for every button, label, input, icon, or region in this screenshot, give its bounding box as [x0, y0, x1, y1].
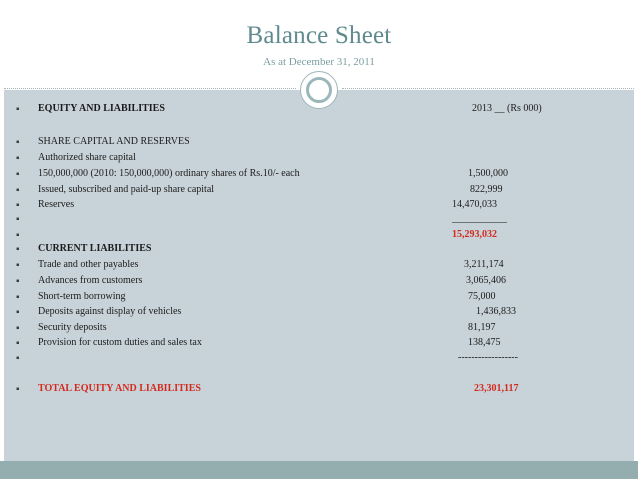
row-value: ___________ — [452, 213, 507, 224]
row-reserves — [16, 199, 616, 213]
bullet-icon: ▪ — [16, 153, 20, 164]
row-underline-2 — [16, 352, 616, 366]
row-label: 150,000,000 (2010: 150,000,000) ordinary shares of Rs.10/- each — [38, 168, 300, 179]
bullet-icon: ▪ — [16, 338, 20, 349]
row-label: Provision for custom duties and sales tax — [38, 337, 202, 348]
row-value: 15,293,032 — [452, 229, 497, 240]
bullet-icon: ▪ — [16, 276, 20, 287]
row-deposits-vehicles — [16, 306, 616, 320]
bullet-icon: ▪ — [16, 200, 20, 211]
row-label: Deposits against display of vehicles — [38, 306, 182, 317]
row-value: 822,999 — [470, 184, 503, 195]
bullet-icon: ▪ — [16, 169, 20, 180]
row-value: ------------------ — [458, 352, 518, 363]
row-total-equity-liabilities — [16, 383, 616, 397]
row-label: TOTAL EQUITY AND LIABILITIES — [38, 383, 201, 394]
slide-header — [0, 0, 638, 82]
bullet-icon: ▪ — [16, 323, 20, 334]
circle-ornament-inner-icon — [306, 77, 332, 103]
bullet-icon: ▪ — [16, 104, 20, 115]
row-share-capital-heading — [16, 136, 616, 150]
row-issued-capital — [16, 184, 616, 198]
row-authorized-capital — [16, 152, 616, 166]
row-provision-duties — [16, 337, 616, 351]
row-equity-total — [16, 229, 616, 243]
row-value: 138,475 — [468, 337, 501, 348]
row-label: Issued, subscribed and paid-up share capital — [38, 184, 215, 195]
slide-subtitle: As at December 31, 2011 — [263, 56, 375, 68]
row-current-liabilities-heading — [16, 243, 616, 257]
row-value: 75,000 — [468, 291, 496, 302]
row-trade-payables — [16, 259, 616, 273]
slide-title: Balance Sheet — [246, 22, 392, 49]
row-label: Authorized share capital — [38, 152, 136, 163]
bullet-icon: ▪ — [16, 185, 20, 196]
bullet-icon: ▪ — [16, 230, 20, 241]
row-value: 14,470,033 — [452, 199, 497, 210]
bullet-icon: ▪ — [16, 214, 20, 225]
bullet-icon: ▪ — [16, 137, 20, 148]
bullet-icon: ▪ — [16, 244, 20, 255]
row-label: Security deposits — [38, 322, 107, 333]
slide-footer-bar — [0, 461, 638, 479]
row-value: 3,065,406 — [466, 275, 506, 286]
row-underline-1 — [16, 213, 616, 227]
row-equity-liabilities-heading — [16, 103, 616, 117]
row-label: Reserves — [38, 199, 75, 210]
row-value: 1,436,833 — [476, 306, 516, 317]
row-label: Advances from customers — [38, 275, 143, 286]
header-divider-right — [342, 88, 634, 89]
bullet-icon: ▪ — [16, 353, 20, 364]
row-security-deposits — [16, 322, 616, 336]
row-label: EQUITY AND LIABILITIES — [38, 103, 165, 114]
row-value: 2013 __ (Rs 000) — [472, 103, 542, 114]
row-label: CURRENT LIABILITIES — [38, 243, 152, 254]
bullet-icon: ▪ — [16, 384, 20, 395]
row-ordinary-shares — [16, 168, 616, 182]
bullet-icon: ▪ — [16, 260, 20, 271]
row-label: Short-term borrowing — [38, 291, 126, 302]
row-label: Trade and other payables — [38, 259, 139, 270]
row-value: 81,197 — [468, 322, 496, 333]
row-short-term-borrowing — [16, 291, 616, 305]
row-value: 3,211,174 — [464, 259, 504, 270]
row-value: 1,500,000 — [468, 168, 508, 179]
bullet-icon: ▪ — [16, 292, 20, 303]
row-value: 23,301,117 — [474, 383, 519, 394]
row-advances-customers — [16, 275, 616, 289]
bullet-icon: ▪ — [16, 307, 20, 318]
row-label: SHARE CAPITAL AND RESERVES — [38, 136, 190, 147]
header-divider-left — [4, 88, 296, 89]
